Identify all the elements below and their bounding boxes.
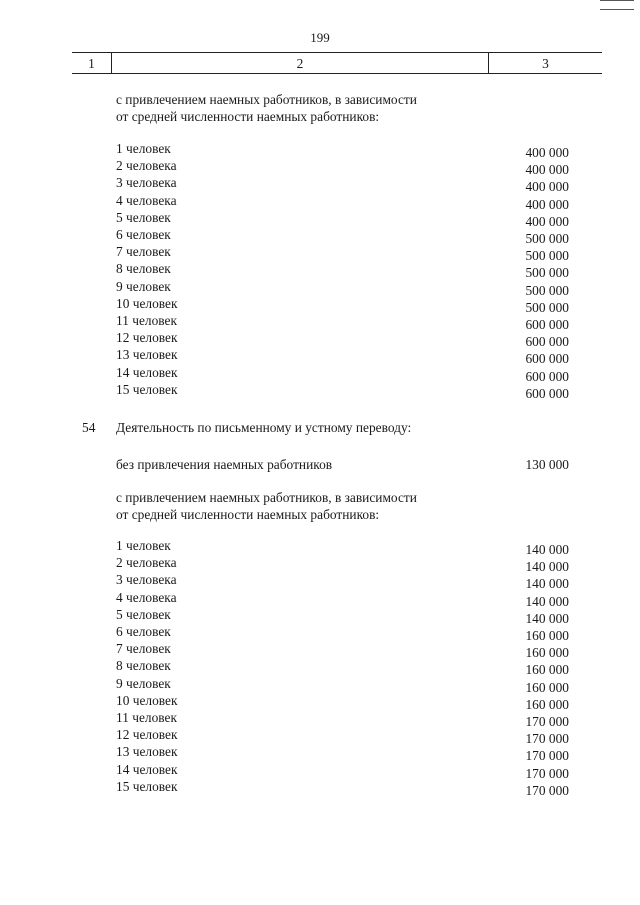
table-row — [0, 537, 640, 557]
table-row — [0, 761, 640, 781]
row-label: 7 человек — [116, 641, 171, 657]
row-value: 140 000 — [525, 559, 569, 575]
row-value: 600 000 — [525, 334, 569, 350]
table-row — [0, 778, 640, 798]
table-row — [0, 589, 640, 609]
row-label: 3 человека — [116, 175, 177, 191]
row-label: 5 человек — [116, 209, 171, 225]
table-row — [0, 174, 640, 195]
row-label: 2 человека — [116, 158, 177, 174]
table-row — [0, 675, 640, 695]
page-number: 199 — [310, 30, 330, 45]
row-label: 4 человека — [116, 192, 177, 208]
no-employees-value: 130 000 — [525, 457, 569, 472]
row-label: 6 человек — [116, 624, 171, 639]
row-label: 13 человек — [116, 347, 178, 363]
row-value: 400 000 — [525, 213, 569, 229]
row-label: 1 человек — [116, 141, 171, 156]
row-label: 2 человека — [116, 555, 177, 571]
section-a-intro-line2: от средней численности наемных работников: — [116, 109, 380, 124]
row-label: 3 человека — [116, 572, 177, 588]
row-label: 15 человек — [116, 381, 178, 397]
row-label: 12 человек — [116, 727, 178, 743]
item-54-title: Деятельность по письменному и устному переводу: — [116, 420, 412, 435]
row-value: 140 000 — [525, 610, 569, 626]
row-label: 8 человек — [116, 658, 171, 674]
table-row — [0, 381, 640, 401]
row-label: 9 человек — [116, 675, 171, 691]
row-value: 500 000 — [525, 282, 569, 298]
row-label: 11 человек — [116, 710, 177, 725]
table-row — [0, 346, 640, 367]
item-54-intro-line2: от средней численности наемных работников: — [116, 507, 380, 522]
row-value: 600 000 — [525, 368, 569, 384]
table-row — [0, 295, 640, 315]
table-row — [0, 623, 640, 643]
row-value: 170 000 — [525, 731, 569, 747]
row-value: 140 000 — [525, 542, 569, 557]
table-row — [0, 364, 640, 384]
table-row — [0, 657, 640, 678]
table-row — [0, 726, 640, 747]
row-value: 140 000 — [525, 576, 569, 592]
row-label: 10 человек — [116, 692, 178, 708]
row-value: 600 000 — [525, 351, 569, 367]
table-row — [0, 260, 640, 281]
table-row — [0, 157, 640, 178]
table-row — [0, 709, 640, 729]
item-54-intro-line1: с привлечением наемных работников, в зависимости — [116, 490, 417, 505]
row-label: 1 человек — [116, 538, 171, 553]
column-header-1: 1 — [72, 53, 112, 73]
row-label: 4 человека — [116, 589, 177, 605]
row-label: 5 человек — [116, 606, 171, 622]
row-value: 400 000 — [525, 196, 569, 212]
table-row — [0, 226, 640, 246]
row-value: 170 000 — [525, 765, 569, 781]
item-54-number: 54 — [82, 420, 96, 435]
row-label: 15 человек — [116, 778, 178, 794]
table-row — [0, 571, 640, 592]
row-value: 400 000 — [525, 145, 569, 160]
row-label: 8 человек — [116, 261, 171, 277]
row-label: 10 человек — [116, 295, 178, 311]
column-header-3: 3 — [542, 56, 549, 71]
corner-mark — [600, 0, 634, 10]
row-label: 13 человек — [116, 744, 178, 760]
row-label: 14 человек — [116, 364, 178, 380]
row-label: 12 человек — [116, 330, 178, 346]
no-employees-row — [0, 456, 640, 473]
row-value: 600 000 — [525, 385, 569, 401]
row-label: 11 человек — [116, 313, 177, 328]
column-header-2: 2 — [112, 53, 489, 73]
table-row — [0, 329, 640, 350]
row-value: 500 000 — [525, 299, 569, 315]
table-row — [0, 606, 640, 626]
row-value: 160 000 — [525, 662, 569, 678]
column-header-row — [72, 52, 602, 74]
table-row — [0, 554, 640, 575]
row-label: 14 человек — [116, 761, 178, 777]
table-row — [0, 192, 640, 212]
row-value: 160 000 — [525, 628, 569, 643]
table-row — [0, 140, 640, 160]
table-row — [0, 743, 640, 764]
row-value: 140 000 — [525, 593, 569, 609]
row-value: 400 000 — [525, 162, 569, 178]
row-label: 7 человек — [116, 244, 171, 260]
row-value: 400 000 — [525, 179, 569, 195]
row-value: 170 000 — [525, 782, 569, 798]
row-value: 170 000 — [525, 714, 569, 729]
row-value: 170 000 — [525, 748, 569, 764]
table-row — [0, 312, 640, 332]
no-employees-label: без привлечения наемных работников — [116, 457, 333, 472]
row-value: 500 000 — [525, 231, 569, 246]
row-value: 160 000 — [525, 679, 569, 695]
row-value: 500 000 — [525, 248, 569, 264]
table-row — [0, 209, 640, 229]
row-value: 160 000 — [525, 696, 569, 712]
table-row — [0, 692, 640, 712]
row-label: 9 человек — [116, 278, 171, 294]
table-row — [0, 278, 640, 298]
section-a-intro-line1: с привлечением наемных работников, в зависимости — [116, 92, 417, 107]
table-row — [0, 243, 640, 264]
row-value: 160 000 — [525, 645, 569, 661]
row-value: 500 000 — [525, 265, 569, 281]
table-row — [0, 640, 640, 661]
row-value: 600 000 — [525, 317, 569, 332]
row-label: 6 человек — [116, 227, 171, 242]
